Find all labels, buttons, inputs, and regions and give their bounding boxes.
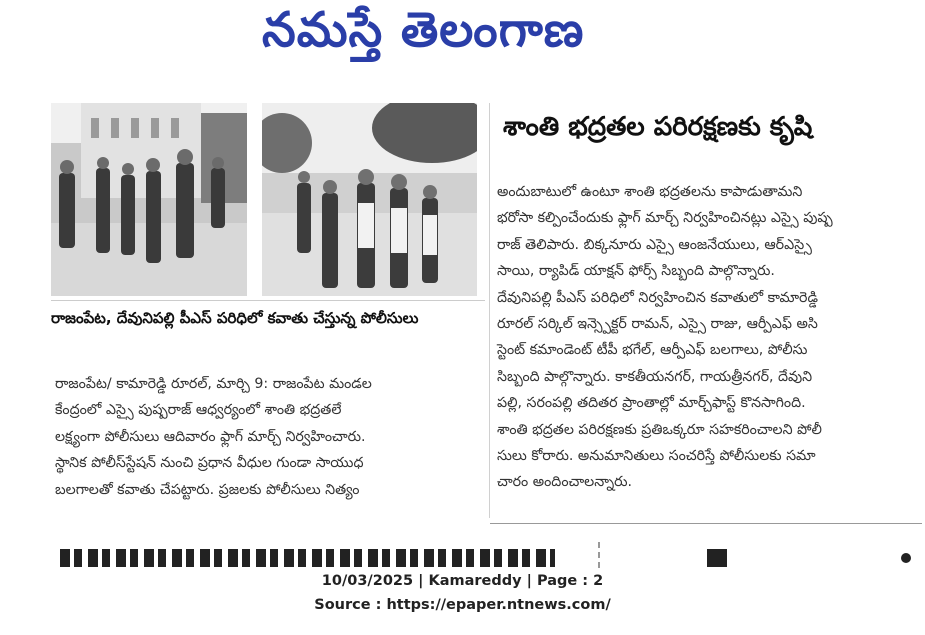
article-photo-left bbox=[51, 103, 247, 296]
article-line: లక్ష్యంగా పోలీసులు ఆదివారం ఫ్లాగ్ మార్చ్ నిర్వహించారు. bbox=[55, 428, 366, 445]
article-line: దేవునిపల్లి పీఎస్ పరిధిలో నిర్వహించిన కవాతులో కామారెడ్డి bbox=[497, 289, 818, 306]
article-line: పల్లి, సరంపల్లి తదితర ప్రాంతాల్లో మార్చ్‌ఫాస్ట్ కొనసాగింది. bbox=[497, 395, 806, 412]
article-left-column bbox=[55, 371, 480, 503]
article-photo-right bbox=[262, 103, 477, 296]
cropped-headline-right bbox=[707, 541, 917, 567]
article-line: స్థానిక పోలీస్‌స్టేషన్ నుంచి ప్రధాన వీధుల గుండా సాయుధ bbox=[55, 455, 364, 472]
photo-caption: రాజంపేట, దేవునిపల్లి పీఎస్ పరిధిలో కవాతు చేస్తున్న పోలీసులు bbox=[51, 300, 485, 335]
newspaper-masthead: నమస్తే తెలంగాణ bbox=[262, 2, 585, 58]
column-divider bbox=[489, 103, 490, 518]
footer-date-line: 10/03/2025 | Kamareddy | Page : 2 bbox=[321, 573, 604, 589]
article-line: కేంద్రంలో ఎస్సై పుష్పరాజ్ ఆధ్వర్యంలో శాంతి భద్రతలే bbox=[55, 402, 342, 419]
article-line: సాయి, ర్యాపిడ్ యాక్షన్ ఫోర్స్ సిబ్బంది పాల్గొన్నారు. bbox=[497, 263, 775, 280]
article-line: అందుబాటులో ఉంటూ శాంతి భద్రతలను కాపాడుతామని bbox=[497, 184, 803, 200]
article-line: చారం అందించాలన్నారు. bbox=[497, 474, 632, 491]
article-line: సిబ్బంది పాల్గొన్నారు. కాకతీయనగర్, గాయత్రీనగర్, దేవుని bbox=[497, 368, 813, 385]
article-line: రాజంపేట/ కామారెడ్డి రూరల్, మార్చి 9: రాజంపేట మండల bbox=[55, 376, 372, 392]
article-line: రూరల్ సర్కిల్ ఇన్స్పెక్టర్ రామన్, ఎస్సై రాజు, ఆర్పీఎఫ్ అసి bbox=[497, 316, 818, 333]
cropped-headline-left bbox=[60, 541, 555, 567]
footer-source-line[interactable]: Source : https://epaper.ntnews.com/ bbox=[314, 597, 611, 613]
article-line: రాజ్ తెలిపారు. బిక్కనూరు ఎస్సై ఆంజనేయులు, ఆర్ఎస్సై bbox=[497, 236, 812, 253]
article-line: శాంతి భద్రతల పరిరక్షణకు ప్రతిఒక్కరూ సహకరించాలని పోలీ bbox=[497, 421, 822, 438]
article-line: బలగాలతో కవాతు చేపట్టారు. ప్రజలకు పోలీసులు నిత్యం bbox=[55, 481, 360, 498]
article-line: సులు కోరారు. అనుమానితులు సంచరిస్తే పోలీసులకు సమా bbox=[497, 448, 816, 465]
section-divider bbox=[490, 523, 922, 524]
article-line: భరోసా కల్పించేందుకు ఫ్లాగ్ మార్చ్ నిర్వహించినట్లు ఎస్సై పుష్ప bbox=[497, 210, 833, 227]
article-right-column bbox=[497, 179, 917, 496]
column-cut-divider bbox=[598, 542, 602, 568]
article-headline: శాంతి భద్రతల పరిరక్షణకు కృషి bbox=[503, 112, 813, 142]
article-line: స్టెంట్ కమాండెంట్ టీపీ భగేల్, ఆర్పీఎఫ్ బలగాలు, పోలీసు bbox=[497, 342, 808, 359]
